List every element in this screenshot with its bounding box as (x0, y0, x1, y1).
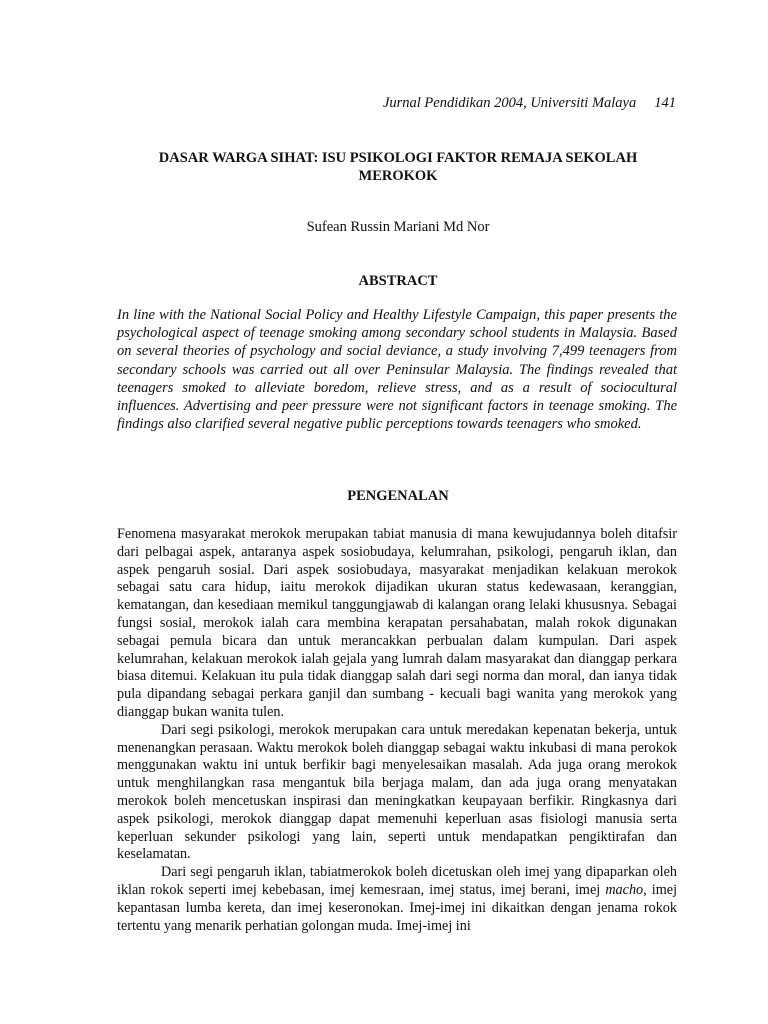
introduction-body (117, 526, 677, 935)
abstract-heading: ABSTRACT (358, 273, 438, 289)
paper-title (118, 149, 678, 185)
paragraph-1: Fenomena masyarakat merokok merupakan tabiat manusia di mana kewujudannya boleh ditafsir dari pelbagai aspek, antaranya aspek sosiobudaya, kelumrahan, psikologi, pengaruh iklan, dan aspek pengaruh sosial. Dari aspek sosiobudaya, masyarakat menjadikan kelakuan merokok sebagai satu cara hidup, iaitu merokok dijadikan ukuran status kedewasaan, keranggian, kematangan, dan kesediaan memikul tanggungjawab di kalangan orang lelaki khususnya. Sebagai fungsi sosial, merokok ialah cara membina kerapatan persahabatan, malah rokok digunakan sebagai pemula bicara dan untuk merancakkan perbualan dalam kumpulan. Dari aspek kelumrahan, kelakuan merokok ialah gejala yang lumrah dalam masyarakat dan dianggap perkara biasa ditemui. Kelakuan itu pula tidak dianggap salah dari segi norma dan moral, dan ianya tidak pula dipandang sebagai perkara ganjil dan sumbang - kecuali bagi wanita yang merokok yang dianggap bukan wanita tulen. (117, 526, 677, 720)
author-names: Sufean Russin Mariani Md Nor (306, 219, 490, 235)
running-header (383, 95, 676, 112)
paper-title-line-1: DASAR WARGA SIHAT: ISU PSIKOLOGI FAKTOR REMAJA SEKOLAH (158, 150, 638, 166)
journal-citation: Jurnal Pendidikan 2004, Universiti Malaya (382, 95, 637, 111)
paragraph-2: Dari segi psikologi, merokok merupakan cara untuk meredakan kepenatan bekerja, untuk menenangkan perasaan. Waktu merokok boleh dianggap sebagai waktu inkubasi di mana perokok menggunakan waktu ini untuk berfikir bagi menyelesaikan masalah. Ada juga orang merokok untuk menghilangkan rasa mengantuk bila berjaga malam, dan ada juga orang menyatakan merokok boleh mencetuskan inspirasi dan meningkatkan keupayaan berfikir. Ringkasnya dari aspek psikologi, merokok dianggap dapat memenuhi keperluan asas fisiologi manusia serta keperluan sekunder psikologi yang lain, seperti untuk mendapatkan pengiktirafan dan keselamatan. (117, 721, 677, 863)
abstract-text: In line with the National Social Policy and Healthy Lifestyle Campaign, this paper presents the psychological aspect of teenage smoking among secondary school students in Malaysia. Based on several theories of psychology and social deviance, a study involving 7,499 teenagers from secondary schools was carried out all over Peninsular Malaysia. The findings revealed that teenagers smoked to alleviate boredom, relieve stress, and as a result of sociocultural influences. Advertising and peer pressure were not significant factors in teenage smoking. The findings also clarified several negative public perceptions towards teenagers who smoked. (117, 307, 677, 433)
section-heading-pengenalan: PENGENALAN (347, 488, 449, 504)
paragraph-3-end: imej kepantasan lumba kereta, dan imej keseronokan. Imej-imej ini dikaitkan dengan jenama rokok tertentu yang menarik perhatian golongan muda. Imej-imej ini (117, 881, 678, 934)
paper-title-line-2: MEROKOK (358, 168, 438, 184)
paragraph-3-italic: macho, (605, 881, 647, 898)
page-number: 141 (654, 95, 676, 111)
paragraph-3-start: Dari segi pengaruh iklan, tabiatmerokok boleh dicetuskan oleh imej yang dipaparkan oleh iklan rokok seperti imej kebebasan, imej kemesraan, imej status, imej berani, imej (117, 864, 677, 898)
paragraph-3 (117, 864, 677, 935)
